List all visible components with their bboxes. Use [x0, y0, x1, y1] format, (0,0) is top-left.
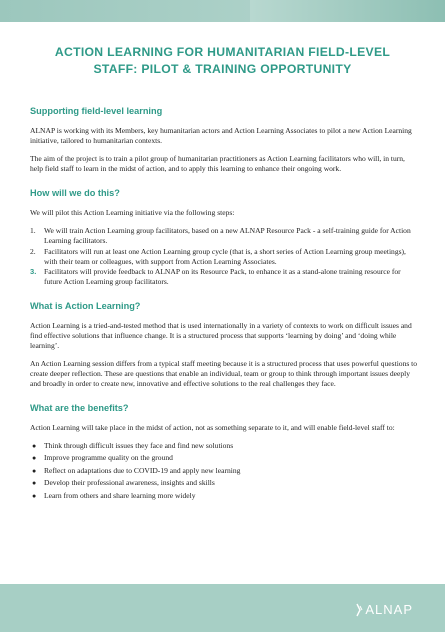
paragraph: An Action Learning session differs from a typical staff meeting because it is a structured process that uses powerful questions to create deeper reflection. These are questions that enable an individual, team or group to think through important issues deeply and broadly in order to create new, innovative and effective solutions to the real challenges they face. — [30, 359, 418, 388]
section-heading: Supporting field-level learning — [30, 106, 163, 116]
paragraph: ALNAP is working with its Members, key humanitarian actors and Action Learning Associates to pilot a new Action Learning initiative, tailored to humanitarian contexts. — [30, 126, 412, 145]
list-item — [30, 478, 418, 488]
list-item — [30, 226, 418, 246]
title-line-2: STAFF: PILOT & TRAINING OPPORTUNITY — [93, 62, 352, 76]
section-heading: What are the benefits? — [30, 403, 129, 413]
steps-list — [30, 226, 418, 287]
benefit-text: Develop their professional awareness, insights and skills — [44, 478, 215, 488]
step-text: Facilitators will run at least one Action Learning group cycle (that is, a short series of Action Learning group meetings), with their team or colleagues, with support from Action Learning Associates. — [44, 246, 406, 266]
step-number: 2. — [30, 246, 36, 256]
paragraph: We will pilot this Action Learning initiative via the following steps: — [30, 208, 235, 217]
paragraph: The aim of the project is to train a pilot group of humanitarian practitioners as Action Learning facilitators who will, in turn, help field staff to learn in the midst of action, and to apply this learning to enhance their ongoing work. — [30, 154, 405, 173]
bullet-icon: ● — [32, 442, 37, 450]
footer-band — [0, 584, 445, 632]
section-heading: What is Action Learning? — [30, 301, 141, 311]
list-item — [30, 453, 418, 463]
document-body — [30, 106, 418, 515]
bullet-icon: ● — [32, 491, 37, 500]
alnap-logo — [355, 602, 413, 617]
paragraph: Action Learning is a tried-and-tested method that is used internationally in a variety of contexts to work on difficult issues and find effective solutions that influence change. It is a structured process that supports ‘learning by doing’ and ‘doing while learning’. — [30, 321, 412, 350]
benefit-text: Think through difficult issues they face and find new solutions — [44, 441, 234, 450]
benefits-list — [30, 441, 418, 501]
benefit-text: Learn from others and share learning more widely — [44, 490, 196, 500]
section-what — [30, 301, 418, 389]
list-item — [30, 466, 418, 476]
list-item — [30, 441, 418, 451]
step-text: We will train Action Learning group facilitators, based on a new ALNAP Resource Pack - a self-training guide for Action Learning facilitators. — [44, 226, 411, 245]
step-number: 1. — [30, 226, 36, 235]
section-heading: How will we do this? — [30, 188, 120, 198]
section-supporting — [30, 106, 418, 174]
step-number: 3. — [30, 267, 37, 276]
section-how — [30, 188, 418, 287]
top-band-accent — [250, 0, 445, 22]
title-line-1: ACTION LEARNING FOR HUMANITARIAN FIELD-LEVEL — [54, 45, 391, 59]
alnap-logo-mark-icon — [355, 603, 363, 617]
bullet-icon: ● — [32, 454, 37, 463]
section-benefits — [30, 403, 418, 501]
paragraph: Action Learning will take place in the midst of action, not as something separate to it, and will enable field-level staff to: — [30, 423, 395, 432]
list-item — [30, 267, 418, 287]
list-item — [30, 247, 418, 267]
benefit-text: Reflect on adaptations due to COVID-19 and apply new learning — [44, 465, 241, 475]
benefit-text: Improve programme quality on the ground — [44, 453, 173, 463]
bullet-icon: ● — [32, 466, 37, 475]
step-text: Facilitators will provide feedback to ALNAP on its Resource Pack, to enhance it as a stand-alone training resource for future Action Learning group facilitators. — [44, 267, 401, 286]
logo-text: ALNAP — [365, 602, 413, 617]
document-title — [20, 44, 425, 78]
list-item — [30, 491, 418, 501]
bullet-icon: ● — [32, 479, 37, 488]
